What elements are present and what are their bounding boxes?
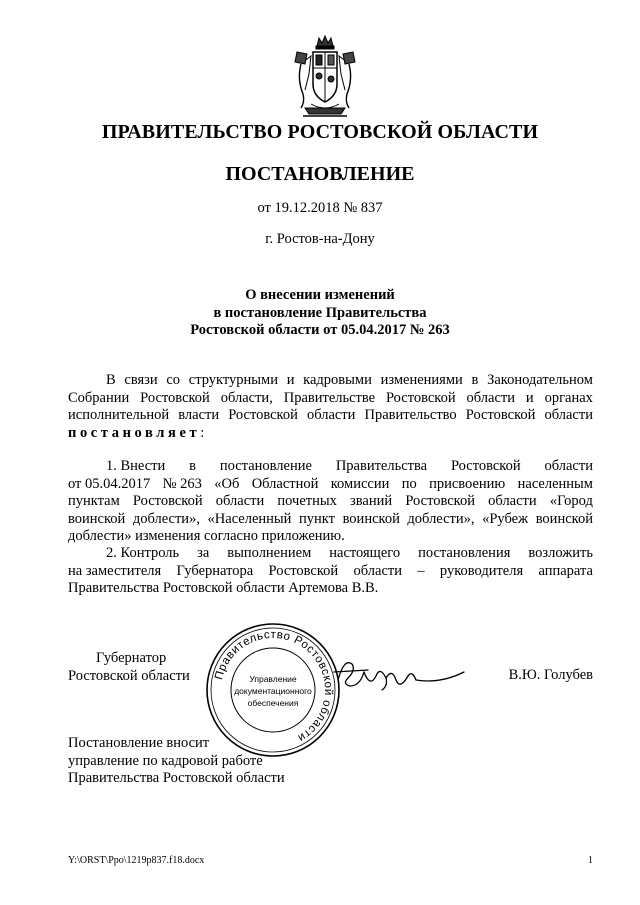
text-line xyxy=(68,545,593,563)
word: воинской xyxy=(342,510,400,527)
word: области, xyxy=(220,389,273,406)
word: органах xyxy=(544,389,593,406)
handwritten-signature xyxy=(330,650,470,698)
word: Правительства xyxy=(335,458,428,474)
word: № 263 xyxy=(162,475,202,492)
word: со xyxy=(166,372,181,388)
word: Ростовской xyxy=(385,389,456,406)
word: Ростовской xyxy=(132,493,203,509)
text-line xyxy=(68,493,593,511)
text-line xyxy=(68,425,593,443)
word: Ростовской xyxy=(140,389,210,406)
word: и xyxy=(525,389,534,406)
word: комиссии xyxy=(330,475,390,492)
word: званий xyxy=(350,493,393,509)
word: Правительстве xyxy=(283,389,376,406)
word: Ростовской xyxy=(465,407,536,423)
word: присвоению xyxy=(429,475,506,492)
word: области xyxy=(544,458,593,474)
word: в xyxy=(189,458,196,474)
submitter-block xyxy=(68,735,285,788)
word: области xyxy=(466,389,516,406)
subject-line: О внесении изменений xyxy=(245,287,395,303)
word: возложить xyxy=(528,545,593,561)
text-line xyxy=(68,458,593,476)
text-line xyxy=(68,390,593,408)
submitter-line: Постановление вносит xyxy=(68,735,210,751)
word: постановление xyxy=(219,458,312,474)
word: «Об xyxy=(214,475,240,492)
signer-title-line: Губернатор xyxy=(96,650,167,666)
word: Губернатора xyxy=(176,562,254,579)
word: «Рубеж xyxy=(482,510,529,527)
word: области xyxy=(353,562,402,579)
coat-of-arms-emblem xyxy=(293,34,357,122)
word: – xyxy=(417,562,425,579)
submitter-line: Правительства Ростовской области xyxy=(68,770,285,786)
word: «Населенный xyxy=(207,510,292,527)
word: исполнительной xyxy=(68,407,170,423)
word: на заместителя xyxy=(68,562,162,579)
word: кадровыми xyxy=(303,372,372,388)
text-line: Правительства Ростовской области Артемова В.В. xyxy=(68,580,379,596)
word: по xyxy=(401,475,417,492)
word: области xyxy=(215,493,265,509)
stamp-center-line: Управление xyxy=(249,674,297,684)
subject-line: в постановление Правительства xyxy=(213,304,427,321)
word: пункт xyxy=(299,510,335,527)
signer-title xyxy=(68,650,190,685)
word: Собрании xyxy=(68,389,130,406)
text-line xyxy=(68,563,593,581)
word: от 05.04.2017 xyxy=(68,475,151,492)
government-name: ПРАВИТЕЛЬСТВО РОСТОВСКОЙ ОБЛАСТИ xyxy=(101,121,539,143)
word: постановления xyxy=(418,545,511,561)
text-line xyxy=(68,476,593,494)
word: Ростовской xyxy=(405,493,475,509)
word: «Город xyxy=(549,493,593,509)
stamp-center-line: документационного xyxy=(234,686,312,696)
word: почетных xyxy=(277,493,337,509)
word: 1. Внести xyxy=(106,458,166,474)
word: Ростовской xyxy=(450,458,521,474)
word: пунктам xyxy=(68,493,120,509)
file-path: Y:\ORST\Ppo\1219p837.f18.docx xyxy=(68,855,205,866)
word: 2. Контроль xyxy=(106,545,180,561)
subject-line: Ростовской области от 05.04.2017 № 263 xyxy=(190,322,450,338)
word: Законодательном xyxy=(487,372,593,388)
signer-name: В.Ю. Голубев xyxy=(508,667,593,683)
word: воинской xyxy=(68,510,126,527)
word: структурными xyxy=(188,372,278,388)
document-date-number: от 19.12.2018 № 837 xyxy=(257,200,383,216)
stamp-center-line: обеспечения xyxy=(247,698,299,708)
submitter-line: управление по кадровой работе xyxy=(68,752,263,769)
word: настоящего xyxy=(329,545,401,561)
word: населенным xyxy=(517,475,593,492)
word: Правительство xyxy=(364,407,457,423)
word: выполнением xyxy=(227,545,312,561)
document-place: г. Ростов-на-Дону xyxy=(265,231,375,247)
word: Ростовской xyxy=(268,562,339,579)
document-type: ПОСТАНОВЛЕНИЕ xyxy=(225,163,415,185)
stamp-ring-text: Правительство Ростовской области xyxy=(213,628,335,745)
resolves-word: постановляет xyxy=(68,424,201,441)
preamble-paragraph xyxy=(68,372,593,442)
word: власти xyxy=(178,407,220,423)
text-line xyxy=(68,372,593,390)
word: руководителя xyxy=(439,562,524,579)
word: изменениями xyxy=(380,372,463,388)
word: области xyxy=(488,493,537,509)
word: связи xyxy=(124,372,158,388)
text-line xyxy=(68,511,593,529)
page-number: 1 xyxy=(588,855,593,866)
item-2-paragraph xyxy=(68,545,593,598)
signer-title-line: Ростовской области xyxy=(68,667,190,684)
word: аппарата xyxy=(538,562,593,579)
word: и xyxy=(286,372,295,388)
resolves-colon: : xyxy=(200,424,205,441)
word: доблести», xyxy=(407,510,475,527)
word: доблести», xyxy=(132,510,200,527)
word: области xyxy=(544,407,593,423)
word: Областной xyxy=(251,475,319,492)
word: Ростовской xyxy=(228,407,298,423)
text-line: доблести» изменения согласно приложению. xyxy=(68,528,345,544)
word: В xyxy=(106,372,116,388)
item-1-paragraph xyxy=(68,458,593,546)
text-line xyxy=(68,407,593,425)
word: воинской xyxy=(535,510,593,527)
word: в xyxy=(471,372,479,388)
word: за xyxy=(197,545,210,561)
document-subject xyxy=(0,287,640,340)
word: области xyxy=(306,407,356,423)
